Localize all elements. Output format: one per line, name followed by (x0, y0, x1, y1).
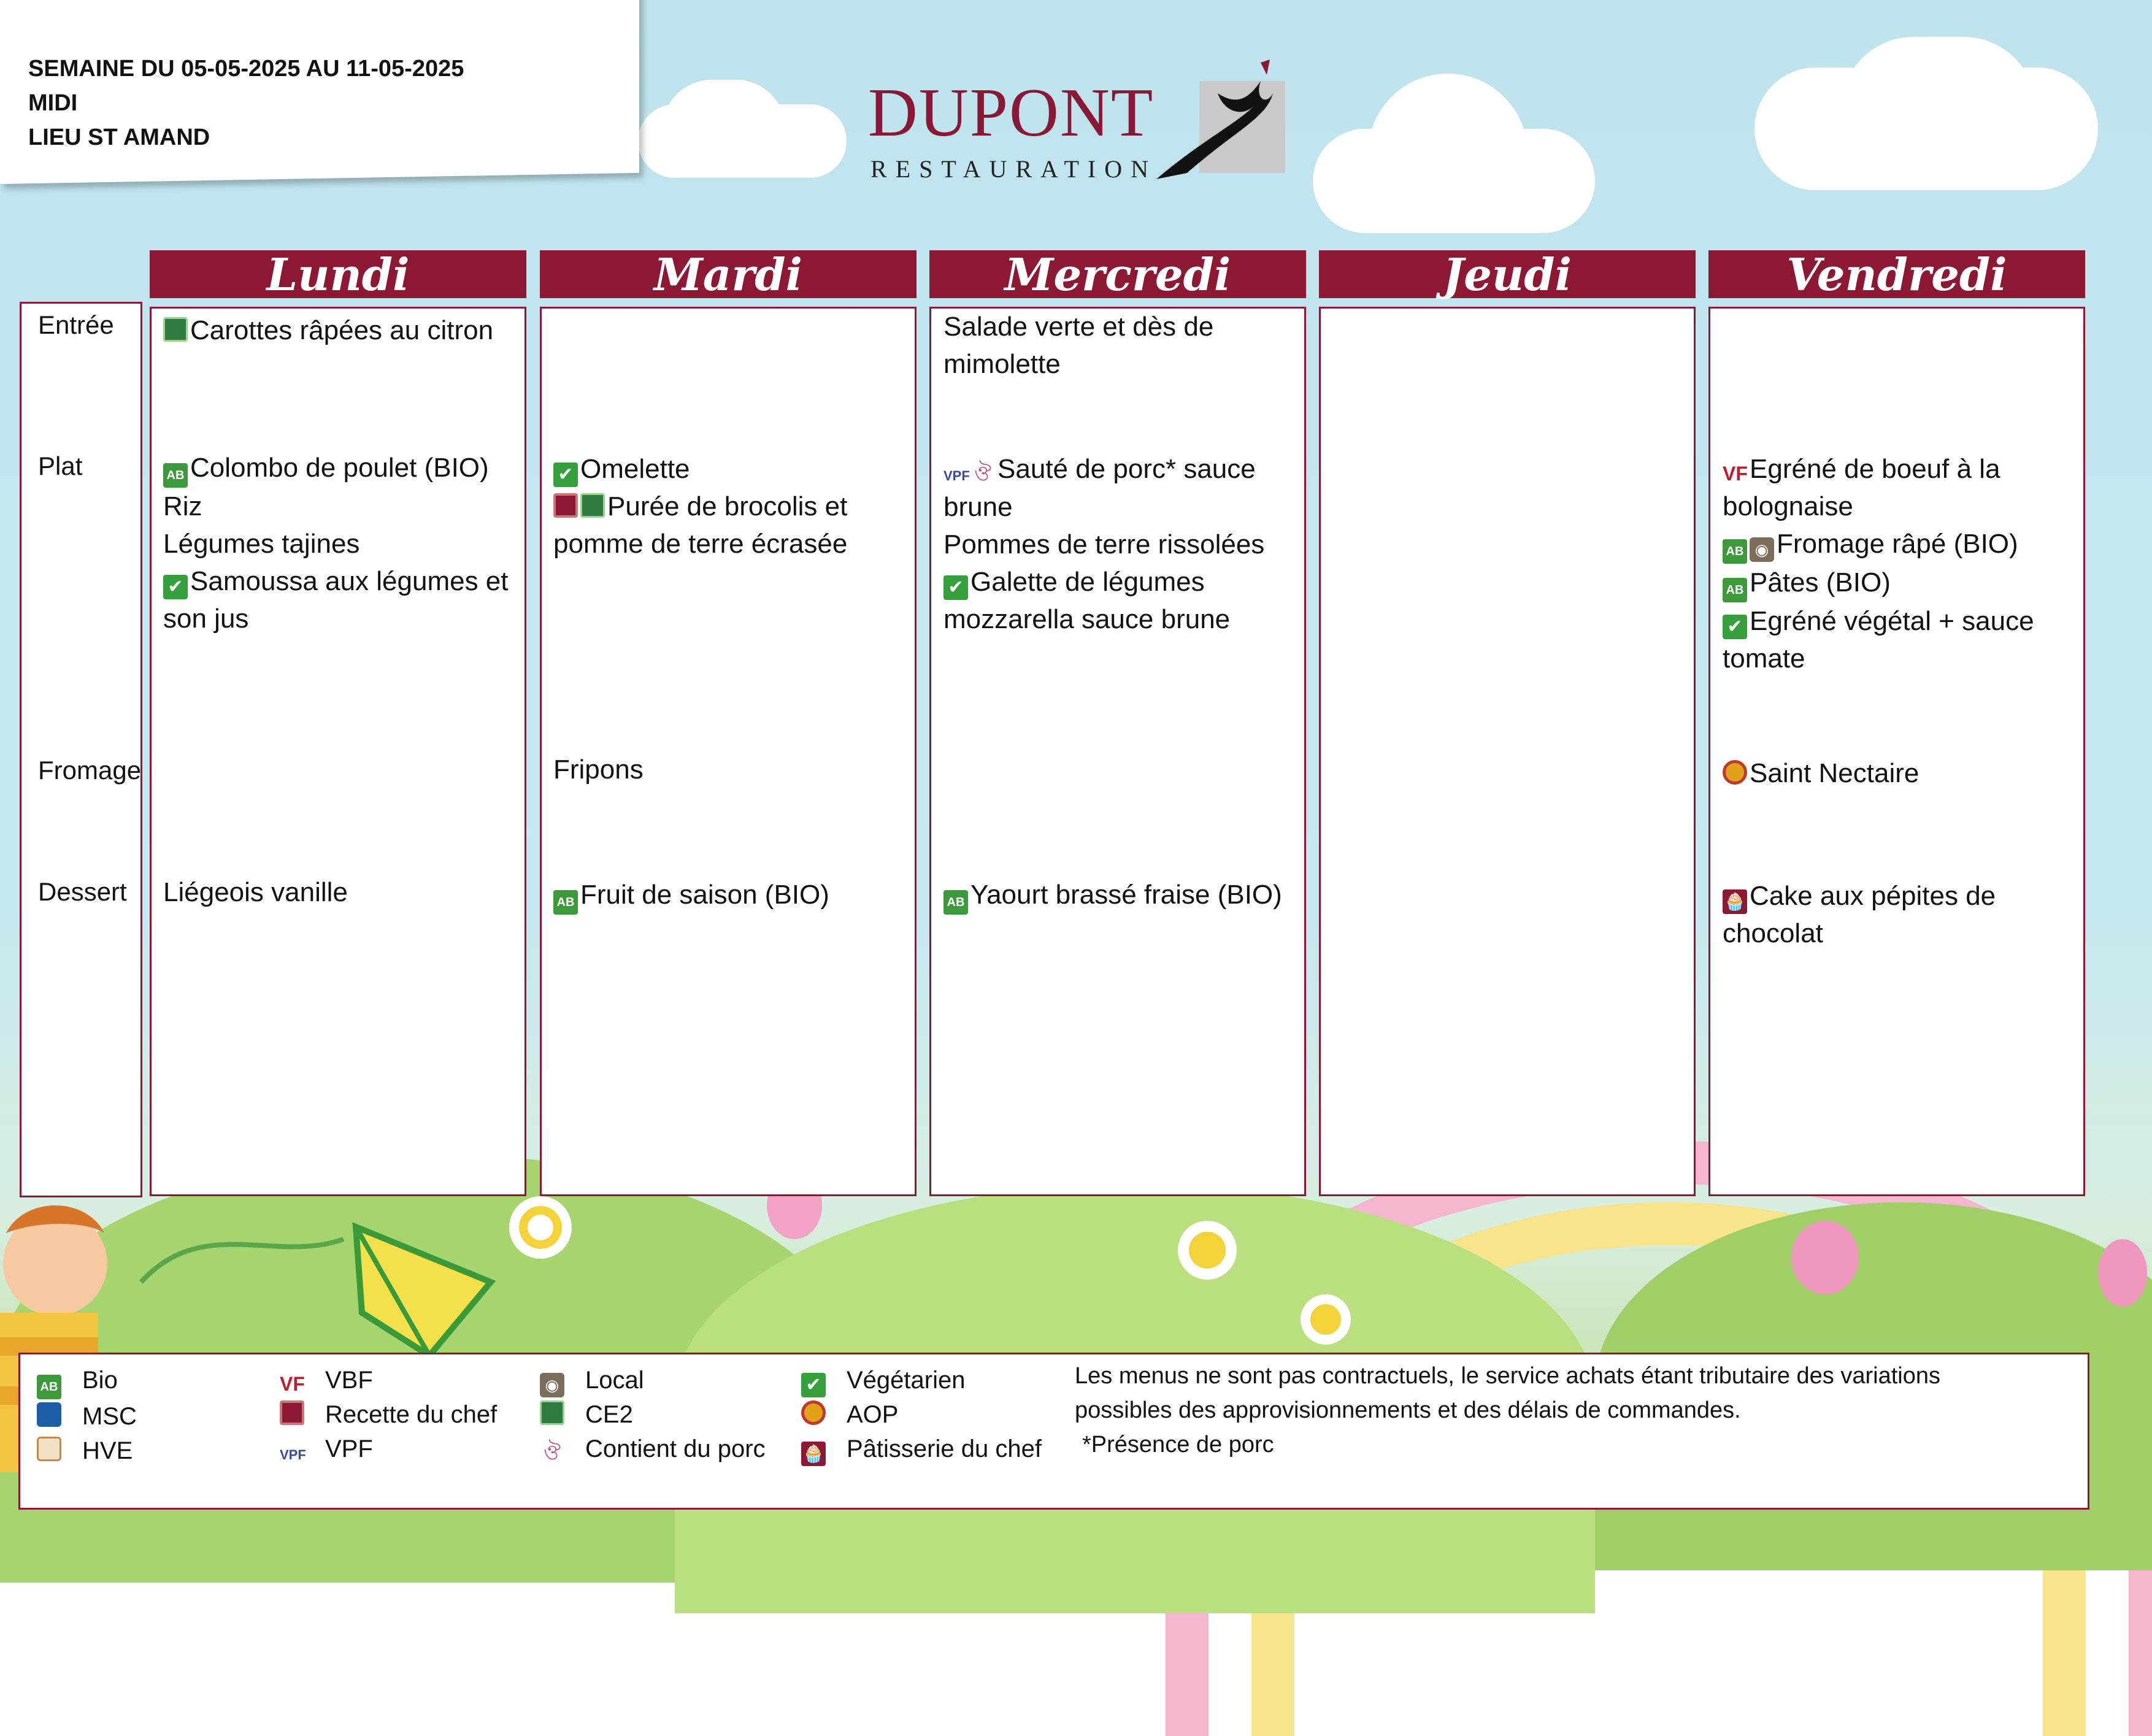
vegetarian-icon: ✔ (553, 463, 578, 487)
local-icon: ◉ (1750, 537, 1774, 562)
legend-item-vpf: VPF VPF (280, 1432, 497, 1467)
dish-mardi-plat: ✔ Omelette Purée de brocolis et pomme de terre écrasée (553, 454, 848, 559)
dish-vendredi-fromage: Saint Nectaire (1723, 755, 1919, 792)
cloud (1368, 74, 1528, 233)
msc-icon (37, 1402, 61, 1427)
bio-icon: AB (943, 890, 968, 915)
column-mercredi (929, 307, 1306, 1196)
pork-icon: ঔ (540, 1440, 564, 1465)
logo-runner-icon (1150, 56, 1285, 179)
dish-mercredi-dessert: AB Yaourt brassé fraise (BIO) (943, 876, 1282, 915)
day-header-jeudi: Jeudi (1319, 250, 1696, 298)
disclaimer-line-1: Les menus ne sont pas contractuels, le service achats étant tributaire des variations (1075, 1363, 1940, 1389)
dish-mercredi-plat: VPF ঔ Sauté de porc* sauce brune Pommes de terre rissolées ✔ Galette de légumes mozzarella sauce brune (943, 454, 1265, 634)
chef-recipe-icon (280, 1400, 304, 1425)
row-label-dessert: Dessert (38, 877, 127, 906)
patisserie-icon: 🧁 (801, 1442, 826, 1466)
legend-column-3 (540, 1363, 766, 1466)
column-vendredi (1708, 307, 2085, 1196)
vpf-icon: VPF (943, 464, 968, 488)
logo-brand: DUPONT (868, 75, 1155, 151)
ce2-icon (163, 317, 188, 342)
legend-column-4 (801, 1363, 1042, 1466)
disclaimer-line-3: *Présence de porc (1082, 1432, 1274, 1458)
dish-mercredi-entree: Salade verte et dès de mimolette (943, 312, 1214, 379)
logo-subtitle: RESTAURATION (870, 155, 1158, 183)
legend-column-1 (37, 1363, 137, 1468)
cloud (1840, 37, 2037, 184)
dish-mardi-dessert: AB Fruit de saison (BIO) (553, 876, 829, 915)
dish-vendredi-plat: VFEgréné de boeuf à la bolognaise AB ◉ Fromage râpé (BIO) AB Pâtes (BIO) ✔ Egréné végétal + sauce tomate (1723, 454, 2034, 674)
service-label: MIDI (28, 90, 78, 116)
day-header-lundi: Lundi (150, 250, 526, 298)
vpf-icon: VPF (280, 1443, 304, 1467)
row-label-plat: Plat (38, 451, 83, 480)
ce2-icon (540, 1400, 564, 1425)
local-icon: ◉ (540, 1373, 564, 1397)
aop-icon (1723, 760, 1747, 785)
place-label: LIEU ST AMAND (28, 125, 210, 150)
dish-mardi-fromage: Fripons (553, 755, 644, 785)
legend-item-aop: AOP (801, 1397, 1042, 1432)
vegetarian-icon: ✔ (943, 575, 968, 600)
dupont-logo (868, 56, 1285, 191)
day-header-mercredi: Mercredi (929, 250, 1306, 298)
bio-icon: AB (553, 890, 578, 915)
week-label: SEMAINE DU 05-05-2025 AU 11-05-2025 (28, 56, 464, 82)
chef-recipe-icon (553, 493, 578, 518)
header-info (28, 52, 464, 155)
pork-icon: ঔ (970, 461, 995, 486)
flower (1178, 1221, 1237, 1280)
day-header-mardi: Mardi (540, 250, 917, 298)
flower (1301, 1294, 1351, 1345)
legend-item-local: ◉ Local (540, 1363, 766, 1397)
legend-item-ce2: CE2 (540, 1397, 766, 1432)
disclaimer (1075, 1359, 2081, 1462)
vbf-icon: VF (280, 1373, 305, 1395)
aop-icon (801, 1400, 826, 1425)
cloud (663, 80, 785, 178)
vegetarian-icon: ✔ (1723, 615, 1747, 639)
column-jeudi (1319, 307, 1696, 1196)
vbf-icon: VF (1723, 463, 1748, 485)
legend-item-bio: AB Bio (37, 1363, 137, 1399)
flower (1791, 1221, 1859, 1294)
legend-column-2 (280, 1363, 497, 1467)
disclaimer-line-2: possibles des approvisionnements et des délais de commandes. (1075, 1397, 1741, 1423)
legend-item-vbf: VF VBF (280, 1367, 373, 1395)
bio-icon: AB (163, 463, 188, 488)
legend-item-msc: MSC (37, 1399, 137, 1434)
bio-icon: AB (1723, 539, 1747, 564)
ce2-icon (580, 493, 605, 518)
flower (2098, 1239, 2147, 1307)
vegetarian-icon: ✔ (163, 575, 188, 599)
legend-item-veg: ✔ Végétarien (801, 1363, 1042, 1397)
day-header-vendredi: Vendredi (1708, 250, 2085, 298)
flower (509, 1196, 572, 1259)
bio-icon: AB (1723, 578, 1747, 602)
row-label-fromage: Fromage (38, 756, 142, 785)
dish-vendredi-dessert: 🧁 Cake aux pépites de chocolat (1723, 881, 1996, 948)
vegetarian-icon: ✔ (801, 1373, 826, 1397)
dish-lundi-plat: AB Colombo de poulet (BIO) Riz Légumes tajines ✔ Samoussa aux légumes et son jus (163, 453, 509, 634)
hve-icon (37, 1437, 61, 1461)
legend-item-pat: 🧁 Pâtisserie du chef (801, 1432, 1042, 1466)
row-label-entree: Entrée (38, 310, 114, 339)
legend-item-hve: HVE (37, 1434, 137, 1468)
legend-item-porc: ঔ Contient du porc (540, 1432, 766, 1466)
patisserie-icon: 🧁 (1723, 889, 1747, 914)
column-lundi (150, 307, 526, 1196)
dish-lundi-dessert: Liégeois vanille (163, 877, 348, 907)
row-labels-column (20, 302, 142, 1197)
bio-icon: AB (37, 1375, 61, 1399)
dish-lundi-entree: Carottes râpées au citron (163, 312, 493, 349)
legend-item-chef: Recette du chef (280, 1397, 497, 1432)
